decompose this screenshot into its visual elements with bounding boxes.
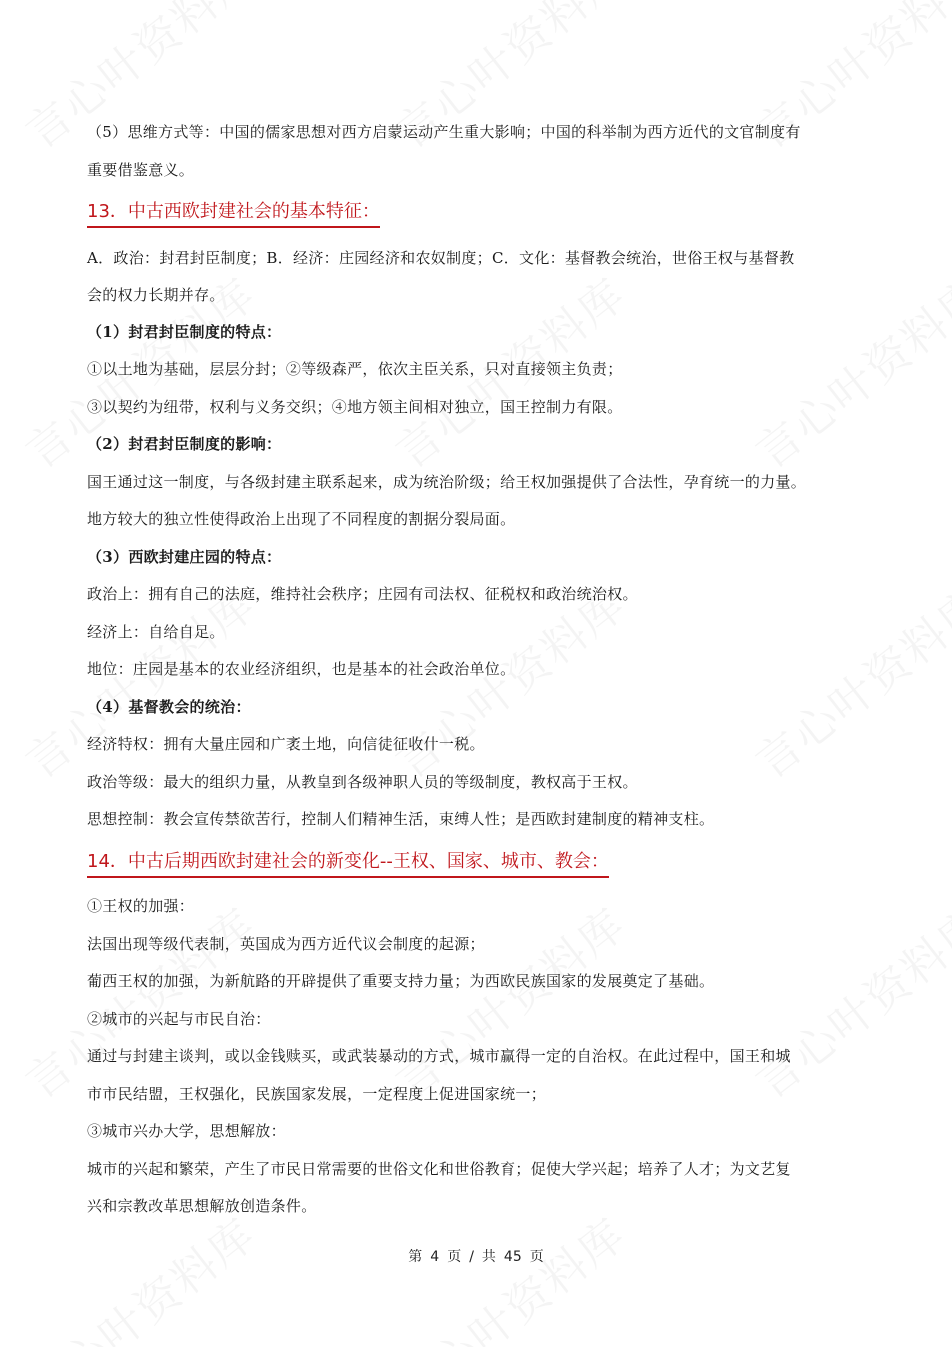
- paragraph-line: ③城市兴办大学，思想解放：: [87, 1122, 286, 1140]
- paragraph-line: ③以契约为纽带，权利与义务交织；④地方领主间相对独立，国王控制力有限。: [87, 398, 623, 416]
- watermark: [10, 1200, 267, 1347]
- watermark: [740, 260, 952, 480]
- watermark: [10, 890, 267, 1110]
- footer-total-prefix: 共: [481, 1249, 496, 1265]
- watermark: [740, 890, 952, 1110]
- paragraph-line: 重要借鉴意义。: [87, 161, 195, 179]
- summary-line: A．政治：封君封臣制度；B．经济：庄园经济和农奴制度；C．文化：基督教会统治，世俗王权与基督教: [87, 249, 795, 267]
- summary-line: 会的权力长期并存。: [87, 286, 225, 304]
- paragraph-line: 经济上：自给自足。: [87, 623, 225, 641]
- subheading-feudal-features: （1）封君封臣制度的特点：: [87, 323, 282, 341]
- watermark: [740, 570, 952, 790]
- watermark: [380, 1200, 637, 1347]
- subheading-church-rule: （4）基督教会的统治：: [87, 698, 251, 716]
- paragraph-line: 地方较大的独立性使得政治上出现了不同程度的割据分裂局面。: [87, 510, 516, 528]
- page-footer: [0, 1246, 952, 1266]
- footer-page-word: 页: [447, 1249, 462, 1265]
- current-page-number: 4: [430, 1249, 440, 1265]
- paragraph-line: ①王权的加强：: [87, 897, 195, 915]
- section-heading-13: 13．中古西欧封建社会的基本特征：: [87, 200, 380, 228]
- paragraph-line: 城市的兴起和繁荣，产生了市民日常需要的世俗文化和世俗教育；促使大学兴起；培养了人才；为文艺复: [87, 1160, 791, 1178]
- paragraph-line: 市市民结盟，王权强化，民族国家发展，一定程度上促进国家统一；: [87, 1085, 547, 1103]
- paragraph-line: 兴和宗教改革思想解放创造条件。: [87, 1197, 317, 1215]
- watermark: [380, 890, 637, 1110]
- paragraph-line: 思想控制：教会宣传禁欲苦行，控制人们精神生活，束缚人性；是西欧封建制度的精神支柱。: [87, 810, 715, 828]
- paragraph-line: 经济特权：拥有大量庄园和广袤土地，向信徒征收什一税。: [87, 735, 485, 753]
- paragraph-line: 政治上：拥有自己的法庭，维持社会秩序；庄园有司法权、征税权和政治统治权。: [87, 585, 638, 603]
- footer-separator: /: [469, 1249, 474, 1265]
- paragraph-line: 通过与封建主谈判，或以金钱赎买，或武装暴动的方式，城市赢得一定的自治权。在此过程中，国王和城: [87, 1047, 791, 1065]
- paragraph-line: （5）思维方式等：中国的儒家思想对西方启蒙运动产生重大影响；中国的科举制为西方近代的文官制度有: [87, 123, 801, 141]
- paragraph-line: 地位：庄园是基本的农业经济组织，也是基本的社会政治单位。: [87, 660, 516, 678]
- paragraph-line: 政治等级：最大的组织力量，从教皇到各级神职人员的等级制度，教权高于王权。: [87, 773, 638, 791]
- total-pages-number: 45: [503, 1249, 522, 1265]
- paragraph-line: ①以土地为基础，层层分封；②等级森严，依次主臣关系，只对直接领主负责；: [87, 360, 623, 378]
- footer-suffix: 页: [529, 1249, 544, 1265]
- footer-prefix: 第: [408, 1249, 423, 1265]
- subheading-feudal-impact: （2）封君封臣制度的影响：: [87, 435, 282, 453]
- section-heading-14: 14．中古后期西欧封建社会的新变化--王权、国家、城市、教会：: [87, 850, 609, 878]
- paragraph-line: 国王通过这一制度，与各级封建主联系起来，成为统治阶级；给王权加强提供了合法性，孕育统一的力量。: [87, 473, 807, 491]
- paragraph-line: 法国出现等级代表制，英国成为西方近代议会制度的起源；: [87, 935, 485, 953]
- paragraph-line: ②城市的兴起与市民自治：: [87, 1010, 271, 1028]
- paragraph-line: 葡西王权的加强，为新航路的开辟提供了重要支持力量；为西欧民族国家的发展奠定了基础。: [87, 972, 715, 990]
- subheading-manor-features: （3）西欧封建庄园的特点：: [87, 548, 282, 566]
